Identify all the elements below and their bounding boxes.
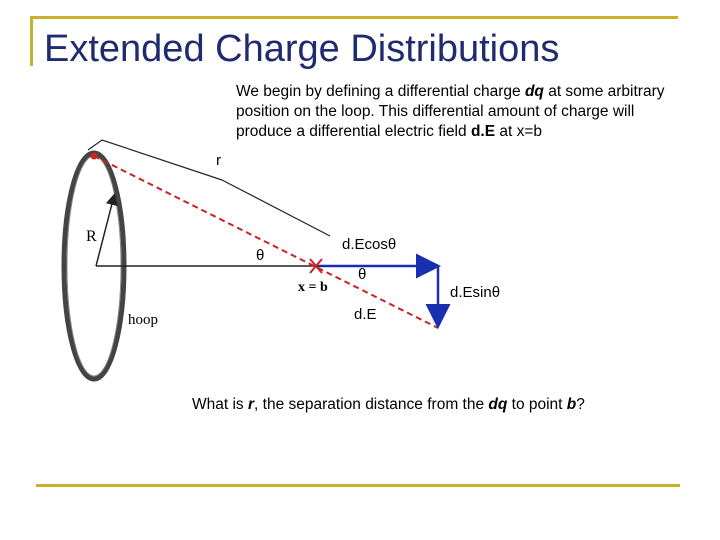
question-b: b — [566, 396, 577, 413]
question-dq: dq — [488, 396, 508, 413]
dE-label: d.E — [354, 306, 377, 323]
R-label: R — [86, 228, 97, 245]
question-text — [192, 396, 585, 414]
question-r: r — [247, 396, 255, 413]
question-part-1: What is — [192, 396, 248, 413]
description-part-3: at x=b — [495, 123, 543, 140]
dEcos-label: d.Ecosθ — [342, 236, 397, 253]
description-part-2: at some arbitrary position on the loop. This differential amount of charge will produce a differential electric field — [236, 83, 665, 140]
slide-title: Extended Charge Distributions — [44, 28, 560, 70]
question-part-2: , the separation distance from the — [254, 396, 489, 413]
x-equals-b-label: x = b — [298, 280, 328, 295]
hoop-label: hoop — [128, 312, 158, 328]
dq-point — [91, 153, 98, 160]
description-part-1: We begin by defining a differential charge — [236, 83, 525, 100]
r-brace — [88, 140, 330, 236]
theta-right-label: θ — [358, 266, 367, 283]
question-part-4: ? — [576, 396, 585, 413]
dE-term: d.E — [470, 123, 496, 140]
question-part-3: to point — [507, 396, 567, 413]
theta-left-label: θ — [256, 247, 265, 264]
radius-arrow — [96, 196, 114, 266]
dEsin-label: d.Esinθ — [450, 284, 501, 301]
description-paragraph — [236, 82, 676, 142]
dq-term: dq — [524, 83, 544, 100]
r-label: r — [216, 152, 221, 169]
